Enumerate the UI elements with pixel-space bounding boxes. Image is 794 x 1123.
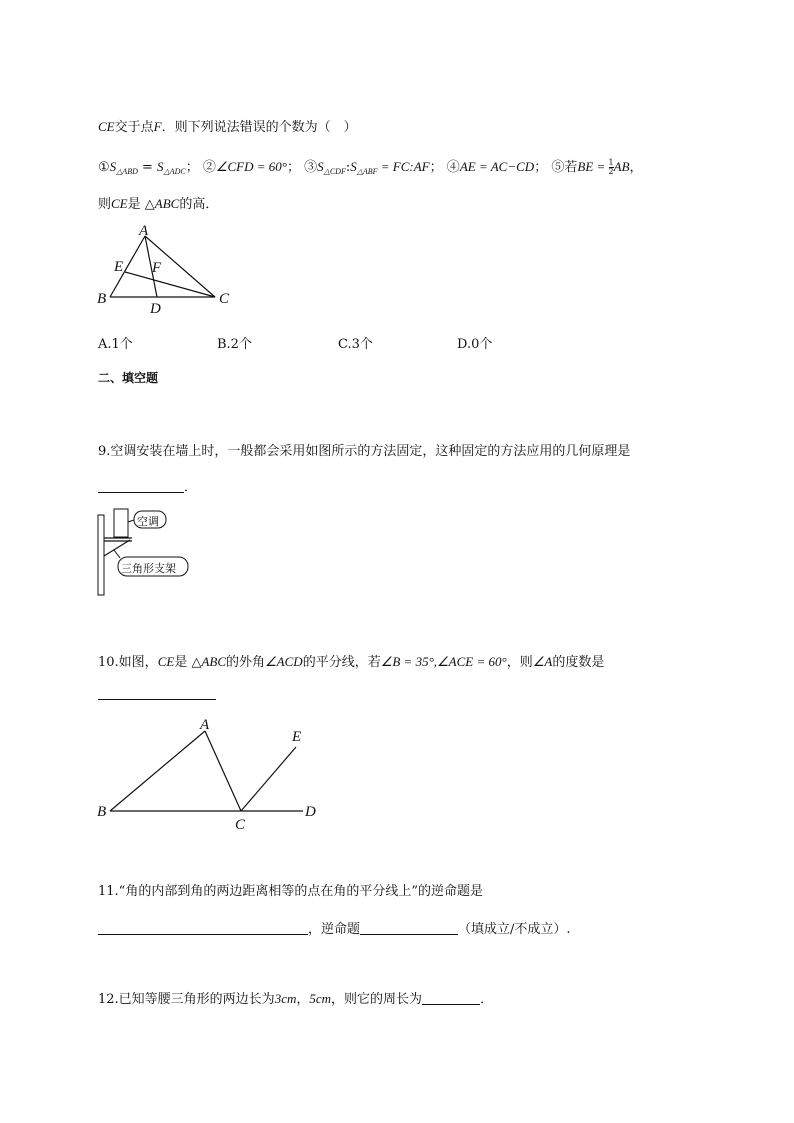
s1-end: ； bbox=[185, 160, 199, 175]
q10-p2: 是 △ bbox=[174, 655, 202, 670]
s5-den: 2 bbox=[608, 167, 614, 176]
choice-c[interactable]: C.3个 bbox=[338, 337, 373, 352]
q10-anga: ∠A bbox=[532, 654, 553, 669]
q10-p4: 的平分线，若 bbox=[302, 655, 381, 670]
q8-label-f: F bbox=[152, 260, 162, 276]
q8-label-c: C bbox=[219, 291, 230, 307]
q11-stem: 11.“角的内部到角的两边距离相等的点在角的平分线上”的逆命题是 bbox=[98, 884, 483, 899]
q9-label-ac: 空调 bbox=[137, 515, 159, 528]
s3-mark: ③ bbox=[304, 160, 318, 175]
q10-p3: 的外角 bbox=[226, 655, 266, 670]
s4-end: ； bbox=[534, 160, 548, 175]
line3-pre: 则 bbox=[98, 197, 112, 212]
q12-stem bbox=[98, 988, 493, 1007]
q11-answer-line bbox=[98, 918, 571, 937]
s3-end: ； bbox=[429, 160, 443, 175]
s3-sub1: △CDF bbox=[323, 167, 346, 176]
q10-label-e: E bbox=[292, 729, 302, 745]
line3-mid: 是 △ bbox=[127, 197, 155, 212]
choice-d[interactable]: D.0个 bbox=[457, 337, 493, 352]
s1-sub1: △ABD bbox=[116, 167, 138, 176]
s1-s2: S bbox=[157, 159, 164, 174]
q12-p1: 12.已知等腰三角形的两边长为 bbox=[98, 992, 275, 1007]
s5-ab: AB bbox=[613, 159, 630, 174]
q10-label-a: A bbox=[200, 717, 210, 733]
q8-ce: CE bbox=[98, 119, 115, 134]
s5-mark: ⑤ bbox=[551, 160, 565, 175]
q10-acd: ∠ACD bbox=[265, 654, 303, 669]
s5-end: ， bbox=[629, 160, 643, 175]
s1-mark: ① bbox=[98, 160, 110, 175]
q12-p3: ，则它的周长为 bbox=[331, 992, 423, 1007]
q8-cont-post: ．则下列说法错误的个数为（ ） bbox=[161, 120, 357, 135]
s2-end: ； bbox=[287, 160, 301, 175]
q8-cont-mid: 交于点 bbox=[114, 120, 154, 135]
line3-abc: ABC bbox=[154, 196, 180, 211]
q10-p6: 的度数是 bbox=[552, 655, 605, 670]
s5-num: 1 bbox=[608, 158, 614, 167]
s5-be: BE = bbox=[577, 159, 609, 174]
s3-colon: : bbox=[345, 160, 351, 175]
q8-label-d: D bbox=[150, 301, 161, 317]
q8-f: F bbox=[153, 119, 162, 134]
s2-text: ∠CFD = 60° bbox=[215, 159, 287, 174]
q10-label-c: C bbox=[235, 817, 246, 833]
q12-p2: ， bbox=[296, 992, 310, 1007]
choice-a[interactable]: A.1个 bbox=[98, 337, 133, 352]
s3-s2: S bbox=[350, 159, 357, 174]
q12-tail: ． bbox=[480, 992, 494, 1007]
q9-tail: ． bbox=[184, 480, 198, 495]
q10-label-d: D bbox=[305, 804, 316, 820]
q10-ce: CE bbox=[157, 654, 175, 669]
q11-blank-1[interactable] bbox=[98, 922, 308, 935]
q10-p5: ，则 bbox=[506, 655, 533, 670]
s3-rest: = FC:AF bbox=[377, 159, 430, 174]
section-title: 二、填空题 bbox=[98, 371, 159, 385]
s5-pre: 若 bbox=[564, 160, 578, 175]
s4-text: AE = AC−CD bbox=[459, 159, 535, 174]
q10-side-ac bbox=[205, 731, 241, 811]
q12-v1: 3cm bbox=[274, 991, 297, 1006]
q10-side-ab bbox=[110, 731, 205, 811]
q12-v2: 5cm bbox=[309, 991, 332, 1006]
q9-stem: 9.空调安装在墙上时，一般都会采用如图所示的方法固定，这种固定的方法应用的几何原理是 bbox=[98, 444, 631, 459]
q10-label-b: B bbox=[97, 804, 107, 820]
s2-mark: ② bbox=[202, 160, 216, 175]
s1-s: S bbox=[109, 159, 117, 174]
s3-sub2: △ABF bbox=[356, 167, 378, 176]
q11-blank-2[interactable] bbox=[360, 922, 458, 935]
q10-angles: ∠B = 35°,∠ACE = 60° bbox=[380, 654, 507, 669]
q10-p1: 10.如图， bbox=[98, 655, 158, 670]
q12-blank[interactable] bbox=[422, 992, 480, 1005]
line3-post: 的高． bbox=[179, 197, 219, 212]
q8-label-a: A bbox=[139, 223, 149, 239]
q8-label-e: E bbox=[114, 259, 124, 275]
q9-label-bracket: 三角形支架 bbox=[121, 562, 176, 575]
s4-mark: ④ bbox=[446, 160, 460, 175]
line3-ce: CE bbox=[111, 196, 128, 211]
q11-tail: （填成立/不成立）. bbox=[458, 922, 571, 937]
s1-eq: = bbox=[137, 160, 158, 175]
q10-ray-ce bbox=[241, 747, 296, 811]
s3-s: S bbox=[317, 159, 324, 174]
q10-abc: ABC bbox=[201, 654, 227, 669]
q8-label-b: B bbox=[97, 291, 107, 307]
choice-b[interactable]: B.2个 bbox=[217, 337, 252, 352]
s1-sub2: △ADC bbox=[163, 167, 186, 176]
q11-mid: ，逆命题 bbox=[308, 922, 361, 937]
